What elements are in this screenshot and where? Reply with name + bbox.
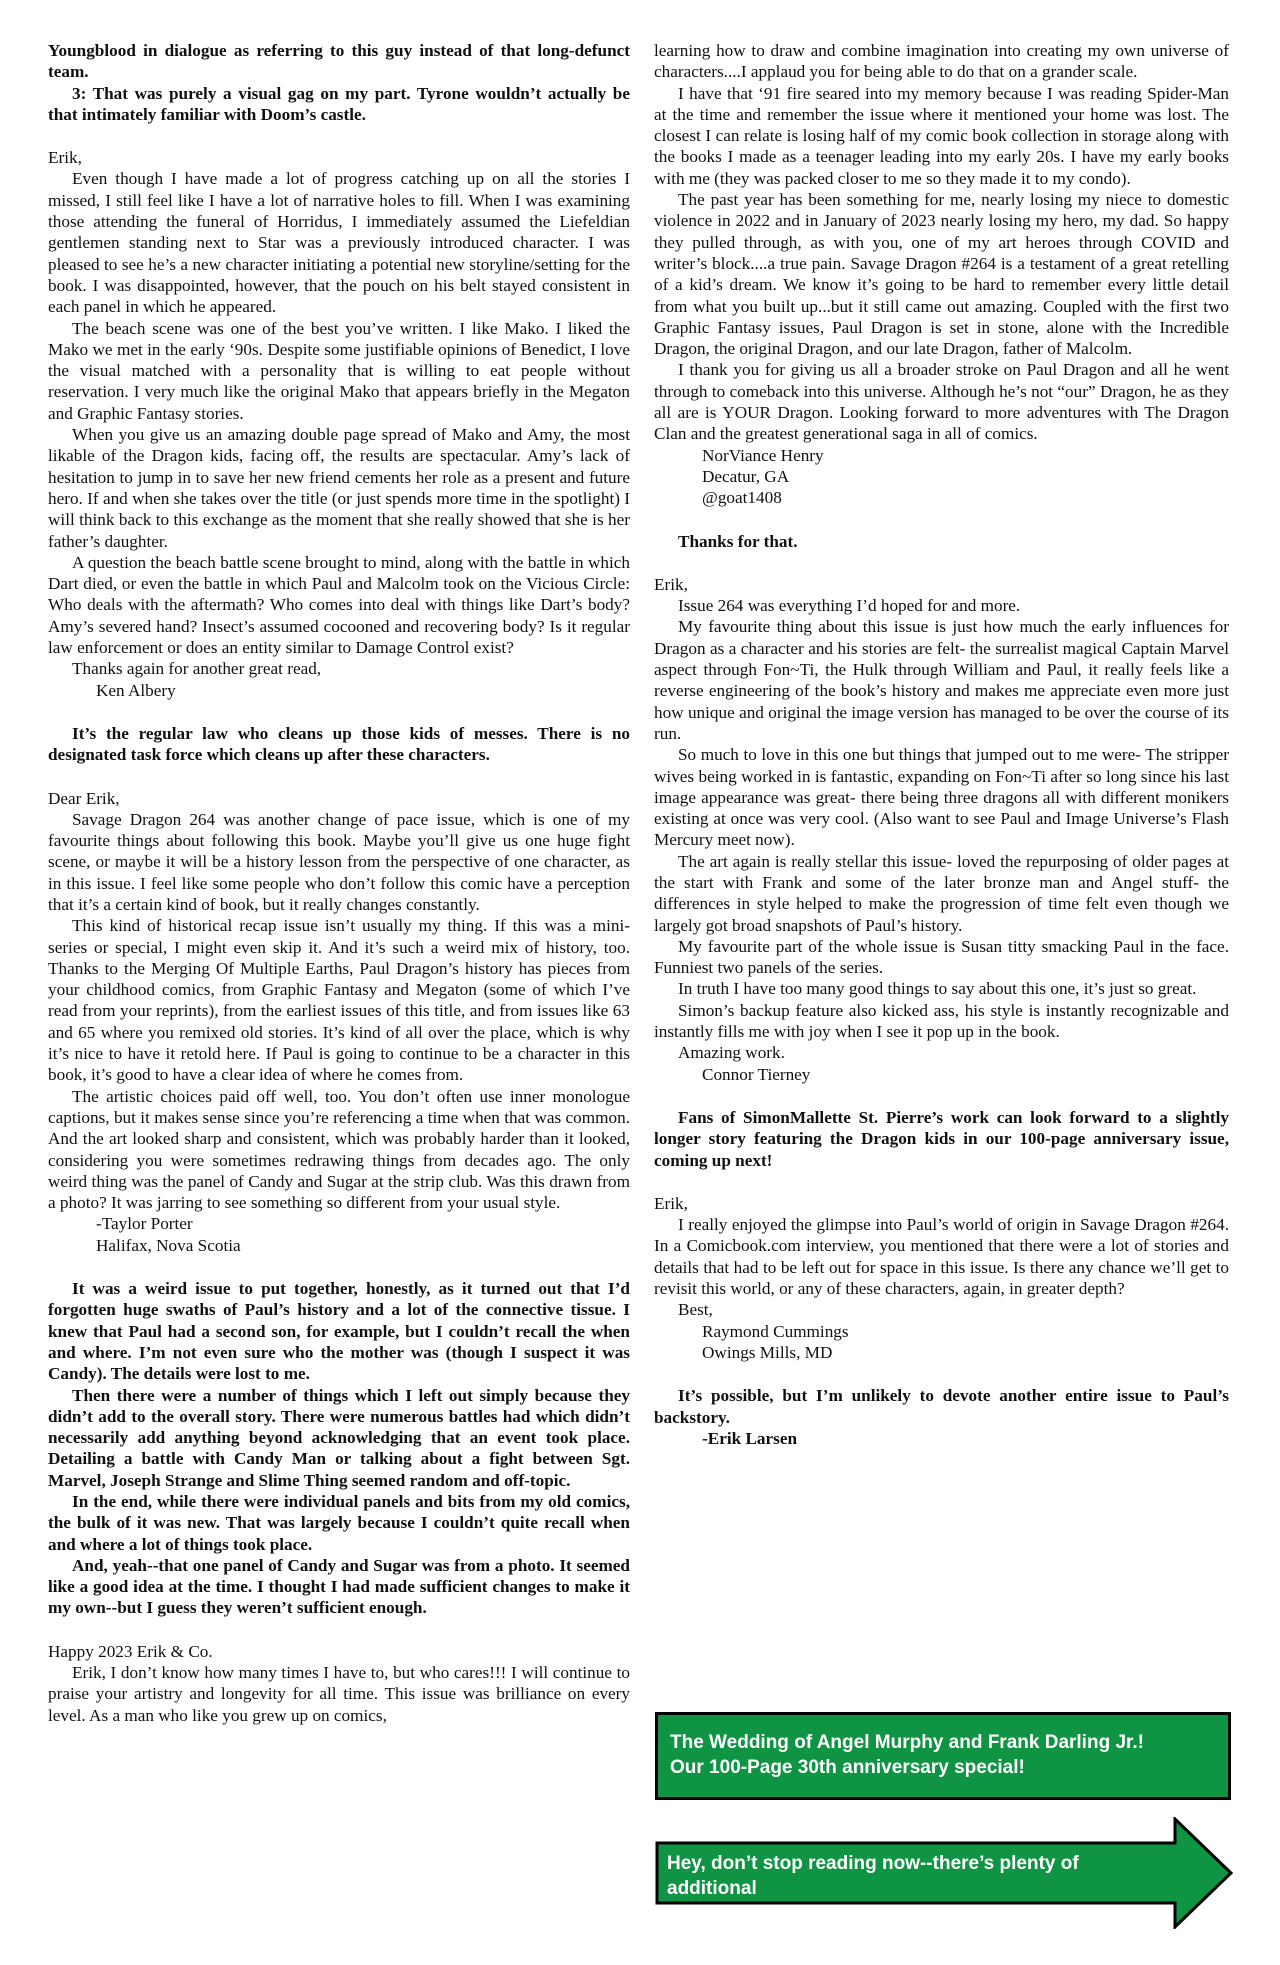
letter-salutation: Erik,: [654, 574, 688, 594]
letter-paragraph: My favourite thing about this issue is just how much the early influences for Dragon as a character and his stories are felt- the surrealist magical Captain Marvel aspect through Fon~Ti, the Hulk through William and Paul, it really feels like a reverse engineering of the book’s history and makes me appreciate even more just how unique and original the image version has managed to be over the course of its run.: [654, 617, 1229, 743]
letter-signature: -Taylor Porter: [96, 1214, 193, 1234]
letter-signature: Ken Albery: [96, 680, 176, 700]
letter-signature: NorViance Henry: [702, 445, 824, 465]
letter-paragraph: Amazing work.: [678, 1043, 785, 1063]
reply-continued: Youngblood in dialogue as referring to this guy instead of that long-defunct team.: [48, 41, 630, 82]
letter-salutation: Happy 2023 Erik & Co.: [48, 1641, 213, 1661]
letter-paragraph: Thanks again for another great read,: [72, 659, 322, 679]
letter-paragraph: The art again is really stellar this issue- loved the repurposing of older pages at the start with Frank and some of the later bronze man and Angel stuff- the differences in style helped to make the progression of time felt even though we largely got broad snapshots of Paul’s history.: [654, 851, 1229, 935]
letter-salutation: Erik,: [48, 148, 82, 168]
letter-paragraph: When you give us an amazing double page spread of Mako and Amy, the most likable of the Dragon kids, facing off, the results are spectacular. Amy’s lack of hesitation to jump in to save her new friend cements her role as a present and future hero. If and when she takes over the title (or just spends more time in the spotlight) I will think back to this exchange as the moment that she really showed that she is her father’s daughter.: [48, 425, 630, 551]
letter-salutation: Dear Erik,: [48, 788, 120, 808]
anniversary-promo-box: [655, 1712, 1231, 1800]
letter-paragraph: The beach scene was one of the best you’ve written. I like Mako. I liked the Mako we met in the early ‘90s. Despite some justifiable opinions of Benedict, I love the visual matched with a personality that is willing to eat people without reservation. I very much like the original Mako that appears briefly in the Megaton and Graphic Fantasy stories.: [48, 318, 630, 423]
editor-signature: -Erik Larsen: [702, 1428, 798, 1448]
arrow-line-2: funnybook fun to be had in the pages that follow--!: [667, 1903, 1125, 1924]
letter-paragraph: Erik, I don’t know how many times I have to, but who cares!!! I will continue to praise your artistry and longevity for all time. This issue was brilliance on every level. As a man who like you grew up on comics,: [48, 1663, 630, 1725]
arrow-text: [667, 1851, 1147, 1926]
letter-paragraph: I have that ‘91 fire seared into my memory because I was reading Spider-Man at the time and remember the issue where it mentioned your home was lost. The closest I can relate is losing half of my comic book collection in storage along with the books I made as a teenager leading into my early 20s. I have my early books with me (they was packed closer to me so they made it to my condo).: [654, 83, 1229, 188]
letter-paragraph: In truth I have too many good things to say about this one, it’s just so great.: [678, 979, 1197, 999]
letter-paragraph: Issue 264 was everything I’d hoped for and more.: [678, 596, 1021, 616]
letter-paragraph: My favourite part of the whole issue is Susan titty smacking Paul in the face. Funniest two panels of the series.: [654, 936, 1229, 978]
editor-reply: It’s the regular law who cleans up those kids of messes. There is no designated task force which cleans up after these characters.: [48, 723, 630, 765]
letter-location: Owings Mills, MD: [702, 1342, 833, 1362]
editor-reply: Then there were a number of things which I left out simply because they didn’t add to the overall story. There were numerous battles had which didn’t necessarily add anything beyond acknowledging that an event took place. Detailing a battle with Candy Man or talking about a fight between Sgt. Marvel, Joseph Strange and Slime Thing seemed random and off-topic.: [48, 1385, 630, 1490]
letter-signature: Connor Tierney: [702, 1064, 811, 1084]
letter-closing: Best,: [678, 1300, 713, 1320]
editor-reply: In the end, while there were individual panels and bits from my old comics, the bulk of it was new. That was largely because I couldn’t quite recall when and where a lot of things took place.: [48, 1492, 630, 1554]
letter-handle: @goat1408: [702, 488, 782, 508]
letter-paragraph: I really enjoyed the glimpse into Paul’s world of origin in Savage Dragon #264. In a Comicbook.com interview, you mentioned that there were a lot of stories and details that had to be left out for space in this issue. Is there any chance we’ll get to revisit this world, or any of these characters, again, in greater depth?: [654, 1215, 1229, 1299]
letter-location: Halifax, Nova Scotia: [96, 1235, 241, 1255]
letter-paragraph: This kind of historical recap issue isn’t usually my thing. If this was a mini-series or special, I might even skip it. And it’s such a weird mix of history, too. Thanks to the Merging Of Multiple Earths, Paul Dragon’s history has pieces from your childhood comics, from Graphic Fantasy and Megaton (some of which I’ve read from your reprints), from the earliest issues of this title, and from issues like 63 and 65 where you remixed old stories. It’s kind of all over the place, which is why it’s nice to have it retold here. If Paul is going to continue to be a character in this book, it’s good to have a clear idea of where he comes from.: [48, 916, 630, 1085]
letter-salutation: Erik,: [654, 1193, 688, 1213]
letter-signature: Raymond Cummings: [702, 1321, 849, 1341]
letter-location: Decatur, GA: [702, 466, 790, 486]
letter-paragraph: So much to love in this one but things that jumped out to me were- The stripper wives being worked in is fantastic, expanding on Fon~Ti after so long since his last image appearance was great- there being three dragons all with different monikers existing at once was very cool. (Also want to see Paul and Image Universe’s Flash Mercury meet now).: [654, 745, 1229, 850]
letter-paragraph: The artistic choices paid off well, too. You don’t often use inner monologue captions, but it makes sense since you’re referencing a time when that was common. And the art looked sharp and consistent, which was probably harder than it looked, considering you were sometimes redrawing things from decades ago. The only weird thing was the panel of Candy and Sugar at the strip club. Was this drawn from a photo? It was jarring to see something so different from your usual style.: [48, 1086, 630, 1213]
right-column: [654, 40, 1229, 1449]
letter-paragraph: The past year has been something for me, nearly losing my niece to domestic violence in 2022 and in January of 2023 nearly losing my hero, my dad. So happy they pulled through, as with you, one of my art heroes through COVID and writer’s block....a true pain. Savage Dragon #264 is a testament of a great retelling of a kid’s dream. We know it’s going to be hard to remember every little detail from what you built up...but it still came out amazing. Coupled with the first two Graphic Fantasy issues, Paul Dragon is set in stone, alone with the Incredible Dragon, the original Dragon, and our late Dragon, father of Malcolm.: [654, 190, 1229, 359]
left-column: [48, 40, 630, 1726]
letter-paragraph: Simon’s backup feature also kicked ass, his style is instantly recognizable and instantly fills me with joy when I see it pop up in the book.: [654, 1000, 1229, 1042]
letter-paragraph: Even though I have made a lot of progress catching up on all the stories I missed, I still feel like I have a lot of narrative holes to fill. When I was examining those attending the funeral of Horridus, I immediately assumed the Liefeldian gentlemen standing next to Star was a previously introduced character. I was pleased to see he’s a new character initiating a potential new storyline/setting for the book. I was disappointed, however, that the pouch on his belt stayed consistent in each panel in which he appeared.: [48, 169, 630, 317]
editor-reply: And, yeah--that one panel of Candy and Sugar was from a photo. It seemed like a good idea at the time. I thought I had made sufficient changes to make it my own--but I guess they weren’t sufficient enough.: [48, 1555, 630, 1618]
promo-line-1: The Wedding of Angel Murphy and Frank Darling Jr.!: [670, 1732, 1144, 1753]
letter-paragraph: A question the beach battle scene brought to mind, along with the battle in which Dart died, or even the battle in which Paul and Malcolm took on the Vicious Circle: Who deals with the aftermath? Who comes into deal with things like Dart’s body? Amy’s severed hand? Insect’s assumed cocooned and recovering body? Is it regular law enforcement or does an entity similar to Damage Control exist?: [48, 552, 630, 658]
continue-reading-arrow: [655, 1817, 1235, 1929]
letter-paragraph: I thank you for giving us all a broader stroke on Paul Dragon and all he went through to comeback into this universe. Although he’s not “our” Dragon, he as they all are is YOUR Dragon. Looking forward to more adventures with The Dragon Clan and the greatest generational saga in all of comics.: [654, 360, 1229, 444]
letter-paragraph: Savage Dragon 264 was another change of pace issue, which is one of my favourite things about following this book. Maybe you’ll give us one huge fight scene, or maybe it will be a history lesson from the perspective of one character, as in this issue. I feel like some people who don’t follow this comic have a perception that it’s a certain kind of book, but it really changes constantly.: [48, 809, 630, 914]
editor-reply: It’s possible, but I’m unlikely to devote another entire issue to Paul’s backstory.: [654, 1386, 1229, 1427]
reply-point-3: 3: That was purely a visual gag on my part. Tyrone wouldn’t actually be that intimately familiar with Doom’s castle.: [48, 83, 630, 124]
letter-paragraph-continued: learning how to draw and combine imagination into creating my own universe of characters....I applaud you for being able to do that on a grander scale.: [654, 41, 1229, 82]
arrow-line-1: Hey, don’t stop reading now--there’s plenty of additional: [667, 1853, 1079, 1899]
promo-line-2: Our 100-Page 30th anniversary special!: [670, 1757, 1025, 1778]
editor-reply: Fans of SimonMallette St. Pierre’s work can look forward to a slightly longer story featuring the Dragon kids in our 100-page anniversary issue, coming up next!: [654, 1107, 1229, 1170]
editor-reply: It was a weird issue to put together, honestly, as it turned out that I’d forgotten huge swaths of Paul’s history and a lot of the connective tissue. I knew that Paul had a second son, for example, but I couldn’t recall the when and where. I’m not even sure who the mother was (though I suspect it was Candy). The details were lost to me.: [48, 1279, 630, 1384]
editor-reply: Thanks for that.: [678, 531, 798, 551]
